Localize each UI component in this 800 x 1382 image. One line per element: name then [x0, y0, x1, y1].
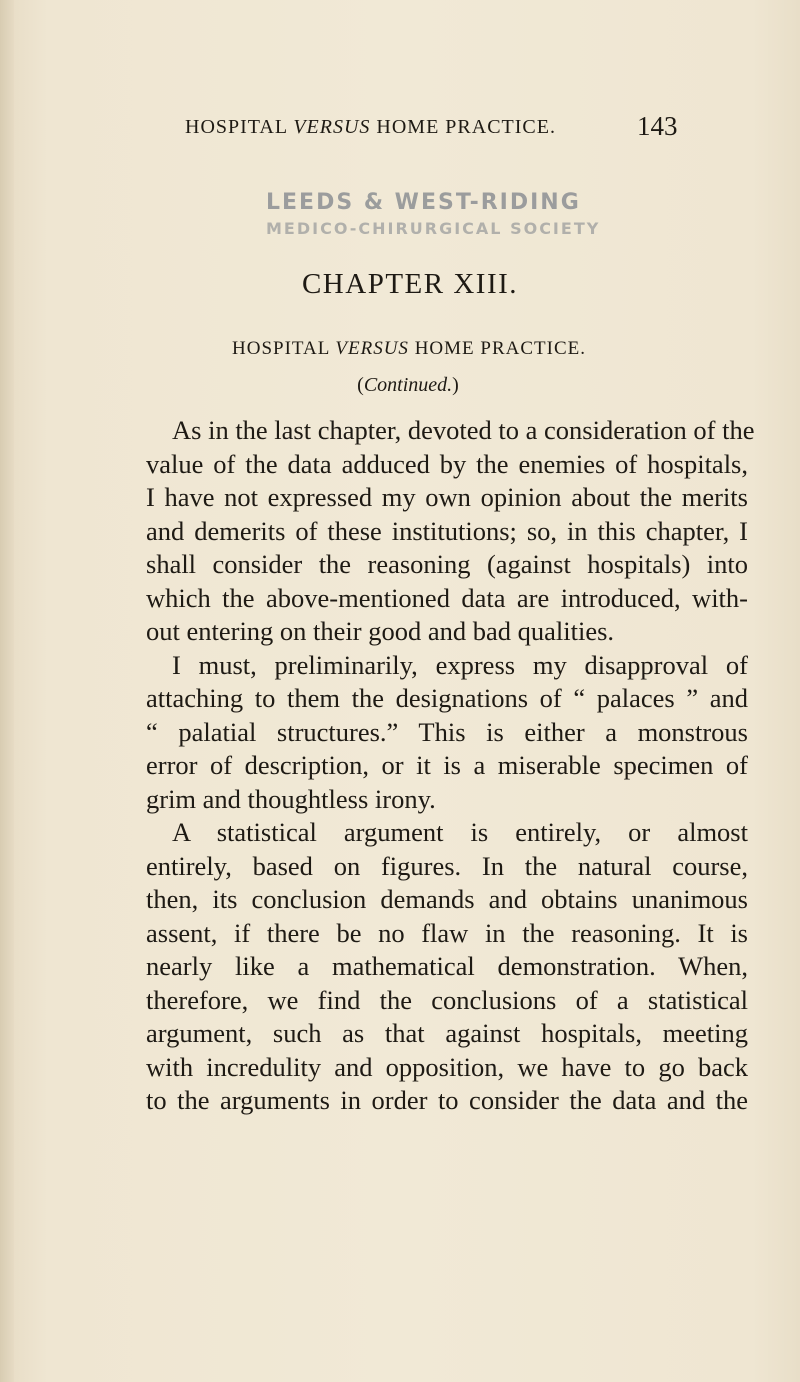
continued-note: (Continued.): [357, 374, 459, 396]
body-line: entirely, based on figures. In the natural course,: [146, 850, 748, 881]
running-head-text-2: HOME PRACTICE.: [376, 116, 556, 138]
body-text: [146, 414, 755, 1118]
body-line: shall consider the reasoning (against hospitals) into: [146, 549, 748, 579]
body-line: assent, if there be no flaw in the reasoning. It is: [146, 917, 748, 948]
page-number: 143: [637, 111, 678, 141]
body-line: out entering on their good and bad qualities.: [146, 616, 615, 646]
chapter-subtitle-italic: VERSUS: [335, 338, 409, 359]
running-head: [185, 116, 685, 139]
body-line: attaching to them the designations of “ palaces ” and: [146, 683, 748, 713]
chapter-subtitle: [0, 338, 800, 360]
body-line: argument, such as that against hospitals, meeting: [146, 1018, 748, 1048]
chapter-subtitle-text-1: HOSPITAL: [232, 338, 330, 359]
library-stamp: [266, 190, 601, 238]
chapter-title: CHAPTER XIII.: [301, 268, 519, 300]
chapter-subtitle-text-2: HOME PRACTICE.: [414, 338, 586, 359]
body-line: and demerits of these institutions; so, in this chapter, I: [146, 515, 748, 546]
body-line: nearly like a mathematical demonstration. When,: [146, 951, 748, 981]
body-line: to the arguments in order to consider the data and the: [146, 1085, 748, 1115]
continued-text: Continued.: [363, 374, 453, 396]
body-line: value of the data adduced by the enemies of hospitals,: [146, 448, 748, 479]
body-line: therefore, we find the conclusions of a statistical: [146, 984, 748, 1015]
body-line: As in the last chapter, devoted to a consideration of the: [172, 415, 755, 445]
body-line: error of description, or it is a miserable specimen of: [146, 750, 748, 780]
stamp-line-2: MEDICO-CHIRURGICAL SOCIETY: [266, 219, 601, 238]
page-gutter: [0, 0, 14, 1382]
body-line: A statistical argument is entirely, or almost: [172, 817, 748, 847]
running-head-text-1: HOSPITAL: [185, 116, 288, 138]
running-head-italic: VERSUS: [293, 116, 371, 138]
body-line: grim and thoughtless irony.: [146, 783, 436, 814]
body-line: with incredulity and opposition, we have to go back: [146, 1051, 748, 1082]
body-line: I must, preliminarily, express my disapproval of: [172, 649, 748, 680]
body-line: I have not expressed my own opinion about the merits: [146, 482, 748, 512]
body-line: which the above-mentioned data are introduced, with-: [146, 582, 748, 613]
stamp-line-1: LEEDS & WEST-RIDING: [266, 190, 581, 215]
body-line: then, its conclusion demands and obtains unanimous: [146, 884, 748, 914]
body-line: “ palatial structures.” This is either a monstrous: [146, 716, 748, 747]
